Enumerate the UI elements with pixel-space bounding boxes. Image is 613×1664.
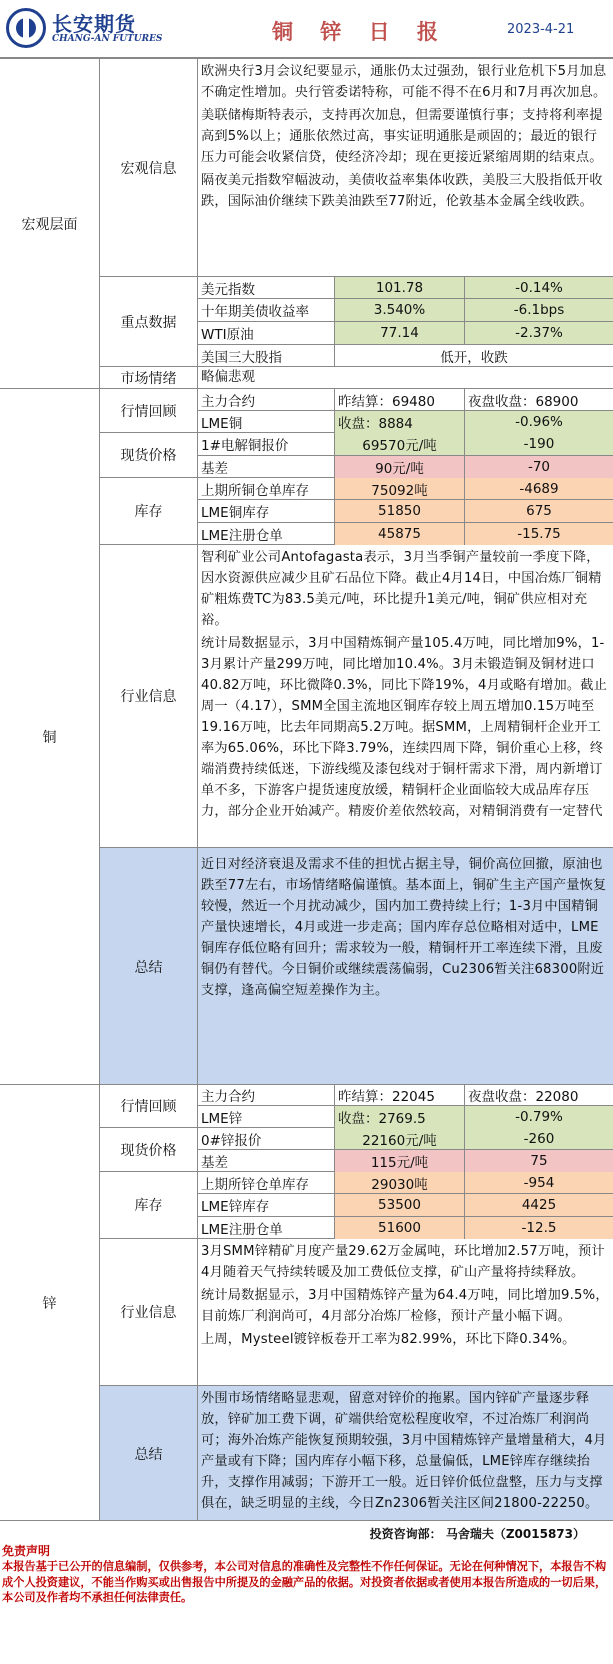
key-data-value: 101.78 [335,277,465,298]
report-title: 铜 锌 日 报 [272,20,448,44]
zinc-stock-change: -954 [465,1172,613,1193]
macro-key-data-label: 重点数据 [100,277,198,366]
zinc-summary-row [100,1386,613,1521]
zinc-basis-value: 115元/吨 [335,1150,465,1172]
zinc-industry-paragraph: 统计局数据显示，3月中国精炼锌产量为64.4万吨，同比增加9.5%，目前炼厂利润尚可，4月部分冶炼厂检修，预计产量小幅下调。 [201,1288,609,1324]
zinc-spot-data-row [198,1128,613,1150]
key-data-row [198,277,613,299]
macro-sentiment-row [100,367,613,389]
copper-spot-data-row [198,433,613,456]
copper-spot-row [100,433,613,478]
zinc-spot-name: 0#锌报价 [198,1128,335,1149]
copper-review-label: 行情回顾 [100,389,198,432]
zinc-stock-value: 53500 [335,1194,465,1216]
zinc-review-change: -0.79% [465,1106,613,1128]
copper-spot-label: 现货价格 [100,433,198,477]
zinc-section-label: 锌 [0,1085,100,1520]
copper-review-close: 收盘：8884 [335,411,465,433]
disclaimer-title: 免责声明 [2,1544,51,1558]
zinc-summary-text: 外围市场情绪略显悲观，留意对锌价的拖累。国内锌矿产量逐步释放，锌矿加工费下调，矿端供给宽松程度收窄，不过冶炼厂利润尚可；海外冶炼产能恢复预期较强，3月中国精炼锌产量增量稍大，4月产量或有下降；国内库存小幅下移，总量偏低，LME锌库存继续抬升，支撑作用减弱；下游开工一般。近日锌价低位盘整，压力与支撑俱在，缺乏明显的主线，今日Zn2306暂关注区间21800-22250。 [201,1391,607,1511]
macro-key-data-row [100,277,613,367]
zinc-summary-label: 总结 [100,1386,198,1521]
key-data-combined: 低开，收跌 [440,350,508,366]
zinc-stock-row [100,1172,613,1239]
zinc-stock-data-row [198,1172,613,1194]
zinc-review-night: 夜盘收盘：22080 [468,1089,579,1105]
zinc-stock-name: LME注册仓单 [198,1217,335,1239]
macro-key-data-table [198,277,613,366]
macro-info-content [198,59,613,276]
zinc-stock-change: 4425 [465,1194,613,1216]
copper-review-night: 夜盘收盘：68900 [468,393,579,410]
zinc-summary-content [198,1386,613,1521]
key-data-value: 3.540% [335,299,465,321]
key-data-name: WTI原油 [198,322,335,344]
zinc-spot-value: 22160元/吨 [335,1128,465,1149]
zinc-review-name: 主力合约 [198,1085,335,1105]
copper-review-name: LME铜 [198,411,335,433]
macro-sentiment-label: 市场情绪 [100,367,198,388]
copper-stock-change: -4689 [465,478,613,499]
copper-section [0,388,613,1084]
copper-review-row [100,389,613,433]
zinc-stock-value: 29030吨 [335,1172,465,1193]
key-data-value: 77.14 [335,322,465,344]
zinc-spot-label: 现货价格 [100,1128,198,1171]
zinc-review-settle: 昨结算：22045 [335,1085,465,1105]
company-logo-icon [6,8,46,48]
macro-sentiment-value [198,367,613,388]
copper-review-name: 主力合约 [198,389,335,410]
zinc-review-label: 行情回顾 [100,1085,198,1127]
key-data-change: -2.37% [465,322,613,344]
key-data-name: 十年期美债收益率 [198,299,335,321]
copper-stock-data-row [198,523,613,545]
copper-summary-text: 近日对经济衰退及需求不佳的担忧占据主导，铜价高位回撤，原油也跌至77左右，市场情绪略偏谨慎。基本面上，铜矿生主产国产量恢复较慢，然近一个月扰动减少，国内加工费持续上行；1-3月中国精铜产量快速增长，4月或进一步走高；国内库存总位略相对适中，LME铜库存低位略有回升；需求较为一般，精铜杆开工率连续下滑，且废铜仍有替代。今日铜价或继续震荡偏弱，Cu2306暂关注68300附近支撑，逢高偏空短差操作为主。 [201,857,607,998]
macro-section [0,58,613,388]
copper-spot-data-row [198,456,613,478]
macro-info-paragraph: 美联储梅斯特表示，支持再次加息，但需要谨慎行事；支持将利率提高到5%以上；通胀依然过高，事实证明通胀是顽固的；最近的银行压力可能会收紧信贷，使经济冷却；现在更接近紧缩周期的结束点。 [201,108,603,165]
copper-stock-data-row [198,478,613,500]
copper-stock-name: LME铜库存 [198,500,335,522]
company-name-cn: 长安期货 [52,12,136,36]
key-data-row [198,299,613,322]
macro-info-paragraph: 隔夜美元指数窄幅波动，美债收益率集体收跌，美股三大股指低开收跌，国际油价继续下跌美油跌至77附近，伦敦基本金属全线收跌。 [201,173,603,209]
zinc-section [0,1084,613,1520]
copper-review-data-row [198,389,613,411]
key-data-name: 美元指数 [198,277,335,298]
copper-summary-row [100,848,613,1085]
zinc-stock-value: 51600 [335,1217,465,1239]
copper-stock-name: 上期所铜仓单库存 [198,478,335,499]
zinc-review-name: LME锌 [198,1106,335,1128]
zinc-review-data-row [198,1106,613,1128]
copper-basis-change: -70 [465,456,613,478]
sentiment-text: 略偏悲观 [201,369,255,385]
key-data-change: -6.1bps [465,299,613,321]
copper-stock-value: 45875 [335,523,465,545]
copper-stock-data-row [198,500,613,523]
copper-spot-change: -190 [465,433,613,455]
analyst-credit: 投资咨询部： 马舍瑞夫（Z0015873） [0,1520,613,1542]
macro-info-row [100,59,613,277]
copper-industry-label: 行业信息 [100,545,198,847]
copper-summary-content [198,848,613,1085]
zinc-spot-data-row [198,1150,613,1172]
disclaimer [0,1544,613,1606]
zinc-stock-label: 库存 [100,1172,198,1238]
zinc-stock-name: LME锌库存 [198,1194,335,1216]
copper-industry-content [198,545,613,847]
zinc-stock-data-row [198,1217,613,1239]
key-data-change: -0.14% [465,277,613,298]
zinc-industry-row [100,1239,613,1386]
copper-spot-name: 基差 [198,456,335,478]
zinc-stock-data-row [198,1194,613,1217]
copper-stock-change: 675 [465,500,613,522]
zinc-industry-paragraph: 3月SMM锌精矿月度产量29.62万金属吨，环比增加2.57万吨，预计4月随着天气持续转暖及加工费低位支撑，矿山产量将持续释放。 [201,1244,605,1280]
disclaimer-body: 本报告基于已公开的信息编制，仅供参考，本公司对信息的准确性及完整性不作任何保证。无论在何种情况下，本报告不构成个人投资建议，不能当作购买或出售报告中所提及的金融产品的依据。对投资者依据或者使用本报告所造成的一切后果，本公司及作者均不承担任何法律责任。 [2,1560,607,1604]
report-date: 2023-4-21 [507,22,575,37]
macro-section-label: 宏观层面 [0,59,100,388]
copper-stock-label: 库存 [100,478,198,544]
zinc-basis-change: 75 [465,1150,613,1172]
macro-info-paragraph: 欧洲央行3月会议纪要显示，通胀仍太过强劲，银行业危机下5月加息不确定性增加。央行管委诺特称，可能不得不在6月和7月再次加息。 [201,64,607,100]
copper-basis-value: 90元/吨 [335,456,465,478]
key-data-name: 美国三大股指 [198,345,335,367]
zinc-review-row [100,1085,613,1128]
copper-industry-paragraph: 智利矿业公司Antofagasta表示，3月当季铜产量较前一季度下降，因水资源供应减少且矿石品位下降。截止4月14日，中国冶炼厂铜精矿粗炼费TC为83.5美元/吨，环比提升1美元/吨，铜矿供应相对充裕。 [201,550,602,628]
zinc-review-close: 收盘：2769.5 [335,1106,465,1128]
report-header [0,0,613,58]
zinc-spot-row [100,1128,613,1172]
copper-stock-value: 51850 [335,500,465,522]
zinc-industry-paragraph: 上周，Mysteel镀锌板卷开工率为82.99%，环比下降0.34%。 [201,1332,576,1347]
copper-stock-value: 75092吨 [335,478,465,499]
copper-spot-value: 69570元/吨 [335,433,465,455]
copper-section-label: 铜 [0,389,100,1084]
copper-stock-name: LME注册仓单 [198,523,335,545]
copper-review-settle: 昨结算：69480 [335,389,465,410]
copper-spot-name: 1#电解铜报价 [198,433,335,455]
copper-review-change: -0.96% [465,411,613,433]
key-data-row [198,322,613,345]
copper-summary-label: 总结 [100,848,198,1085]
zinc-stock-name: 上期所锌仓单库存 [198,1172,335,1193]
zinc-spot-name: 基差 [198,1150,335,1172]
copper-review-data-row [198,411,613,433]
copper-stock-row [100,478,613,545]
macro-info-label: 宏观信息 [100,59,198,276]
zinc-stock-change: -12.5 [465,1217,613,1239]
zinc-industry-content [198,1239,613,1385]
zinc-spot-change: -260 [465,1128,613,1149]
copper-stock-change: -15.75 [465,523,613,545]
zinc-industry-label: 行业信息 [100,1239,198,1385]
company-name-en: CHANG-AN FUTURES [52,34,163,44]
zinc-review-data-row [198,1085,613,1106]
copper-industry-row [100,545,613,848]
copper-industry-paragraph: 统计局数据显示，3月中国精炼铜产量105.4万吨，同比增加9%，1-3月累计产量299万吨，同比增加10.4%。3月未锻造铜及铜材进口40.82万吨，环比微降0.3%，同比下降19%，4月或略有增加。截止周一（4.17），SMM全国主流地区铜库存较上周五增加0.15万吨至19.16万吨，比去年同期高5.2万吨。据SMM，上周精铜杆企业开工率为65.06%，环比下降3.79%，连续四周下降，铜价重心上移，终端消费持续低迷，下游线缆及漆包线对于铜杆需求下滑，周内新增订单不多，下游客户提货速度放缓，精铜杆企业面临较大成品库存压力，部分企业开始减产。精废价差依然较高，对精铜消费有一定替代 [201,636,608,819]
key-data-row [198,345,613,367]
